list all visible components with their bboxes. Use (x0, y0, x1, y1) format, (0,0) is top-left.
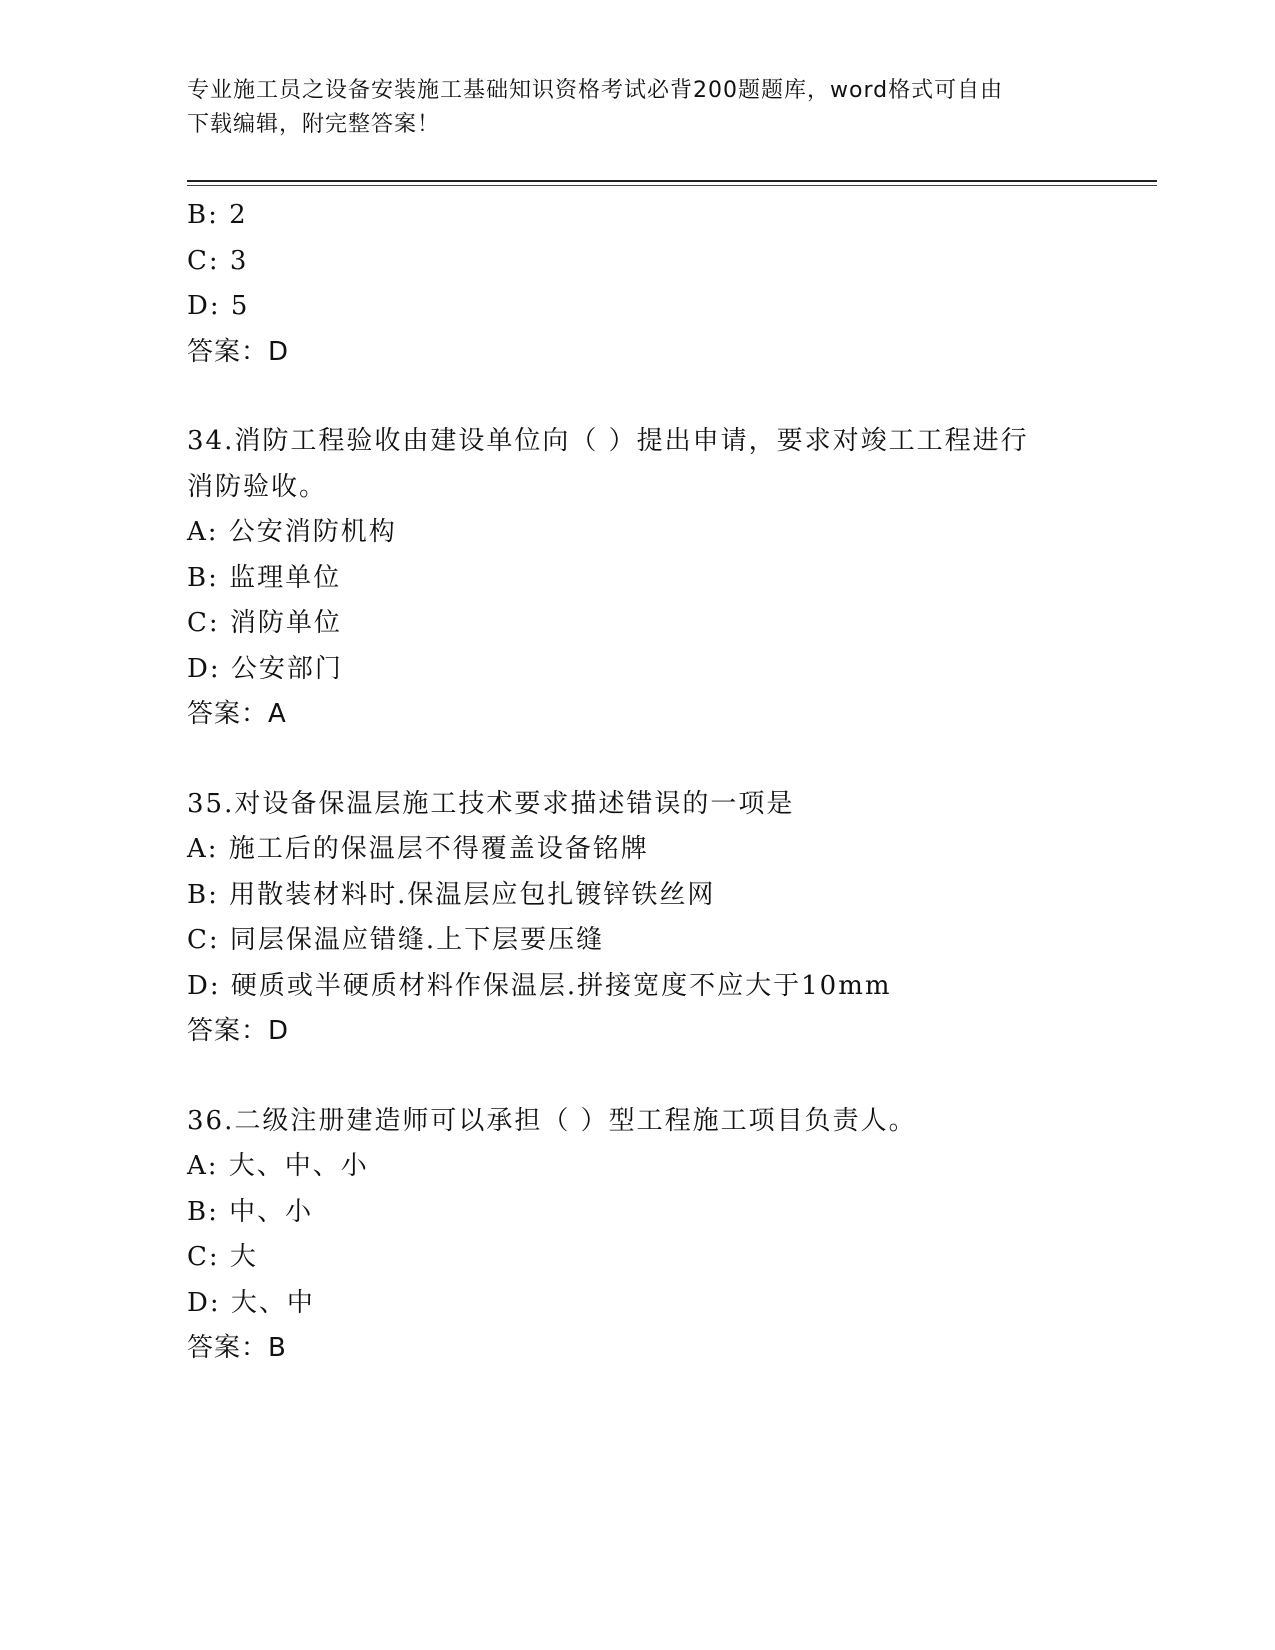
question-35-block (187, 782, 1087, 1055)
q36-option-b: B: 中、小 (187, 1196, 314, 1227)
question-spacer (187, 738, 1087, 782)
q35-option-d: D: 硬质或半硬质材料作保温层.拼接宽度不应大于10mm (187, 970, 892, 1001)
question-spacer (187, 1055, 1087, 1099)
question-list (187, 193, 1087, 1372)
q33-option-b: B: 2 (187, 200, 248, 230)
q36-answer: 答案：B (187, 1333, 287, 1363)
q34-answer: 答案：A (187, 699, 287, 729)
q34-option-d: D: 公安部门 (187, 653, 343, 684)
header-divider-thin (187, 185, 1157, 186)
q33-answer: 答案：D (187, 336, 290, 367)
q35-answer: 答案：D (187, 1016, 290, 1046)
document-header (187, 74, 1077, 142)
question-33-block (187, 193, 1087, 375)
q34-question-line-1: 34.消防工程验收由建设单位向（ ）提出申请，要求对竣工工程进行 (187, 426, 1029, 456)
q36-option-a: A: 大、中、小 (187, 1151, 369, 1181)
question-36-block (187, 1099, 1087, 1372)
q33-option-c: C: 3 (187, 245, 249, 276)
q36-option-c: C: 大 (187, 1242, 258, 1272)
q35-option-b: B: 用散装材料时.保温层应包扎镀锌铁丝网 (187, 879, 716, 910)
q34-option-a: A: 公安消防机构 (187, 517, 397, 547)
q35-question: 35.对设备保温层施工技术要求描述错误的一项是 (187, 788, 795, 819)
q34-option-b: B: 监理单位 (187, 562, 342, 593)
header-divider-thick (187, 180, 1157, 182)
q36-option-d: D: 大、中 (187, 1287, 315, 1318)
q33-option-d: D: 5 (187, 291, 250, 321)
q36-question: 36.二级注册建造师可以承担（ ）型工程施工项目负责人。 (187, 1105, 917, 1136)
header-title-line-2: 下载编辑，附完整答案！ (187, 112, 441, 137)
header-title-line-1: 专业施工员之设备安装施工基础知识资格考试必背200题题库，word格式可自由 (187, 78, 1004, 103)
question-34-block (187, 419, 1087, 738)
q34-question-line-2: 消防验收。 (187, 471, 328, 502)
question-spacer (187, 375, 1087, 419)
q35-option-a: A: 施工后的保温层不得覆盖设备铭牌 (187, 834, 649, 864)
q35-option-c: C: 同层保温应错缝.上下层要压缝 (187, 925, 605, 955)
q34-option-c: C: 消防单位 (187, 608, 342, 638)
